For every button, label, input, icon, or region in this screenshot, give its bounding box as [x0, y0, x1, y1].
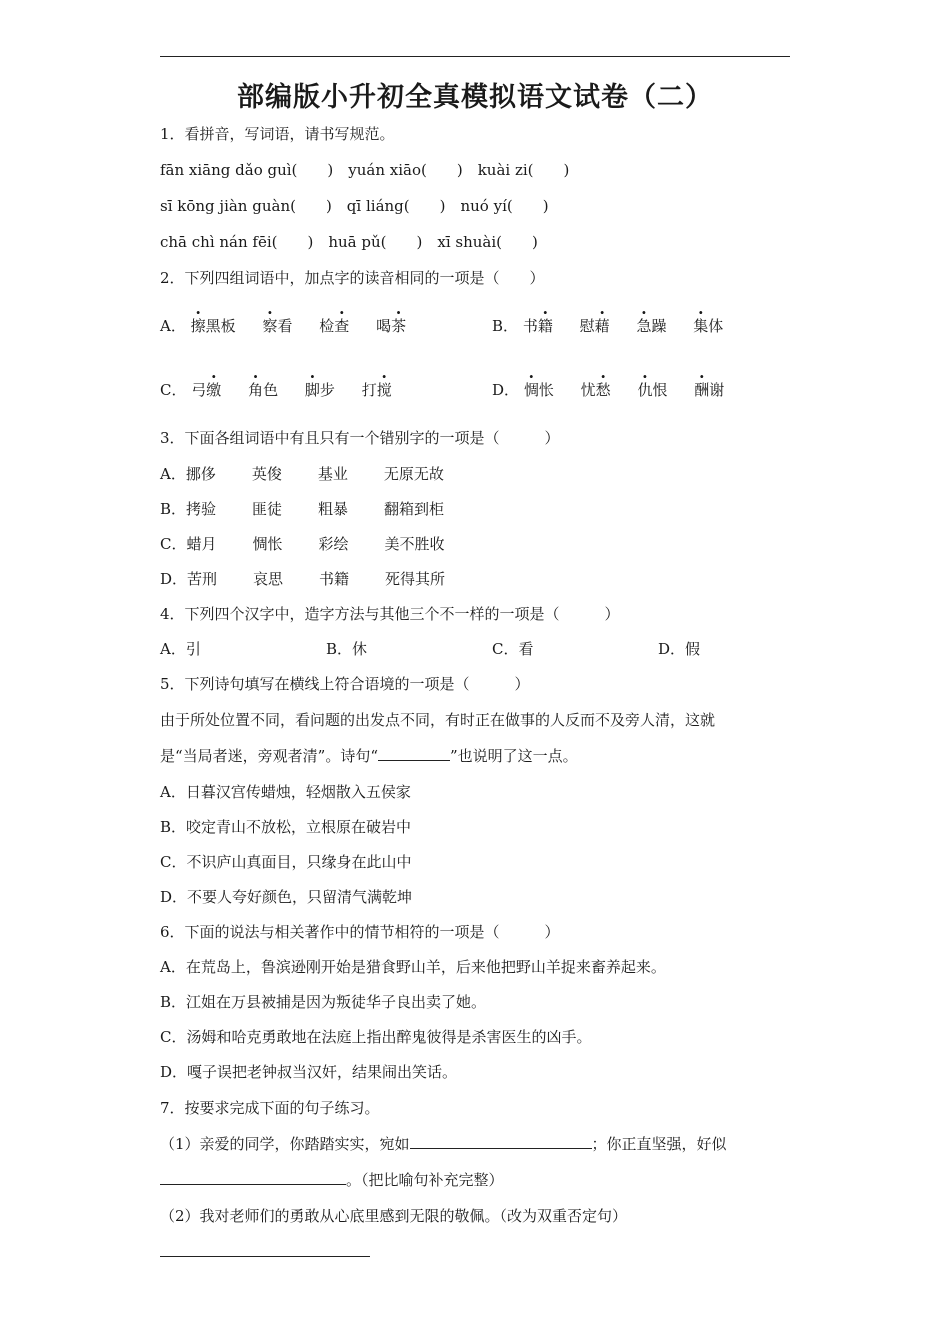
q2-stem: 2．下列四组词语中，加点字的读音相同的一项是（ ） [160, 269, 545, 287]
answer-blank-line[interactable] [160, 1256, 370, 1257]
q3-option-b: B．拷验 匪徒 粗暴 翻箱到柜 [160, 500, 445, 518]
option-label: C． [160, 381, 187, 399]
q6-option-b: B．江姐在万县被捕是因为叛徒华子良出卖了她。 [160, 993, 487, 1011]
word: 脚步 [304, 381, 335, 399]
dotted-char: 擦 [190, 317, 206, 335]
q7-sentence-2: （2）我对老师们的勇敢从心底里感到无限的敬佩。（改为双重否定句） [160, 1207, 628, 1225]
word: 察看 [262, 317, 293, 335]
word: 擦黑板 [190, 317, 236, 335]
q2-option-a [160, 316, 428, 336]
q6-stem: 6．下面的说法与相关著作中的情节相符的一项是（ ） [160, 923, 560, 941]
dotted-char: 茶 [391, 317, 407, 335]
word: 忧愁 [580, 381, 611, 399]
q6-option-d: D．嘎子误把老钟叔当汉奸，结果闹出笑话。 [160, 1063, 458, 1081]
q4-option-d: D．假 [658, 640, 701, 658]
q5-option-a: A．日暮汉宫传蜡烛，轻烟散入五侯家 [160, 783, 411, 801]
word: 急躁 [636, 317, 667, 335]
dotted-char: 急 [636, 317, 652, 335]
dotted-char: 愁 [595, 381, 611, 399]
word: 酬谢 [694, 381, 725, 399]
word: 慰藉 [579, 317, 610, 335]
header-rule [160, 56, 790, 57]
q3-stem: 3．下面各组词语中有且只有一个错别字的一项是（ ） [160, 429, 560, 447]
dotted-char: 酬 [694, 381, 710, 399]
option-label: D． [492, 381, 520, 399]
q5-option-b: B．咬定青山不放松，立根原在破岩中 [160, 818, 412, 836]
q6-option-a: A．在荒岛上，鲁滨逊刚开始是猎食野山羊，后来他把野山羊捉来畜养起来。 [160, 958, 666, 976]
q4-option-c: C．看 [492, 640, 534, 658]
dotted-char: 搅 [376, 381, 392, 399]
dotted-char: 仇 [637, 381, 653, 399]
q1-pinyin-line-3: chā chì nán fēi( ) huā pǔ( ) xī shuài( ) [160, 233, 538, 251]
q5-option-c: C．不识庐山真面目，只缘身在此山中 [160, 853, 412, 871]
q3-option-c: C．蜡月 惆怅 彩绘 美不胜收 [160, 535, 445, 553]
q7-sentence-1-cont: 。（把比喻句补充完整） [160, 1170, 504, 1190]
dotted-char: 藉 [594, 317, 610, 335]
dotted-char: 查 [334, 317, 350, 335]
word: 喝茶 [376, 317, 407, 335]
q7-sentence-1: （1）亲爱的同学，你踏踏实实，宛如 ；你正直坚强，好似 [160, 1135, 727, 1153]
q1-pinyin-line-2: sī kōng jiàn guàn( ) qī liáng( ) nuó yí( ) [160, 197, 549, 215]
dotted-char: 集 [693, 317, 709, 335]
q4-option-a: A．引 [160, 640, 201, 658]
word: 惆怅 [523, 381, 554, 399]
q1-stem: 1．看拼音，写词语，请书写规范。 [160, 125, 395, 143]
q7-stem: 7．按要求完成下面的句子练习。 [160, 1099, 380, 1117]
q4-stem: 4．下列四个汉字中，造字方法与其他三个不一样的一项是（ ） [160, 605, 620, 623]
dotted-char: 角 [248, 381, 264, 399]
dotted-char: 籍 [537, 317, 553, 335]
answer-blank[interactable] [410, 1134, 592, 1149]
word: 打搅 [361, 381, 392, 399]
q1-pinyin-line-1: fān xiāng dǎo guì( ) yuán xiāo( ) kuài zi( ) [160, 161, 570, 179]
q2-option-d [492, 380, 746, 400]
q5-option-d: D．不要人夸好颜色，只留清气满乾坤 [160, 888, 413, 906]
q3-option-a: A．挪侈 英俊 基业 无原无故 [160, 465, 444, 483]
page-title: 部编版小升初全真模拟语文试卷（二） [237, 82, 713, 113]
q2-option-c [160, 380, 414, 400]
word: 仇恨 [637, 381, 668, 399]
word: 书籍 [522, 317, 553, 335]
option-label: A． [160, 317, 186, 335]
dotted-char: 脚 [304, 381, 320, 399]
q2-option-b [492, 316, 745, 336]
q5-stem: 5．下列诗句填写在横线上符合语境的一项是（ ） [160, 675, 530, 693]
dotted-char: 惆 [523, 381, 539, 399]
answer-blank[interactable] [378, 746, 450, 761]
answer-blank[interactable] [160, 1170, 346, 1185]
dotted-char: 缴 [206, 381, 222, 399]
q6-option-c: C．汤姆和哈克勇敢地在法庭上指出醉鬼彼得是杀害医生的凶手。 [160, 1028, 592, 1046]
word: 角色 [248, 381, 279, 399]
option-label: B． [492, 317, 519, 335]
word: 检查 [319, 317, 350, 335]
q3-option-d: D．苦刑 哀思 书籍 死得其所 [160, 570, 446, 588]
q5-passage-line-2: 是“当局者迷，旁观者清”。诗句“ ”也说明了这一点。 [160, 747, 578, 765]
dotted-char: 察 [262, 317, 278, 335]
q5-passage-line-1: 由于所处位置不同，看问题的出发点不同，有时正在做事的人反而不及旁人清，这就 [160, 711, 716, 729]
word: 集体 [693, 317, 724, 335]
word: 弓缴 [191, 381, 222, 399]
q4-option-b: B．休 [326, 640, 368, 658]
